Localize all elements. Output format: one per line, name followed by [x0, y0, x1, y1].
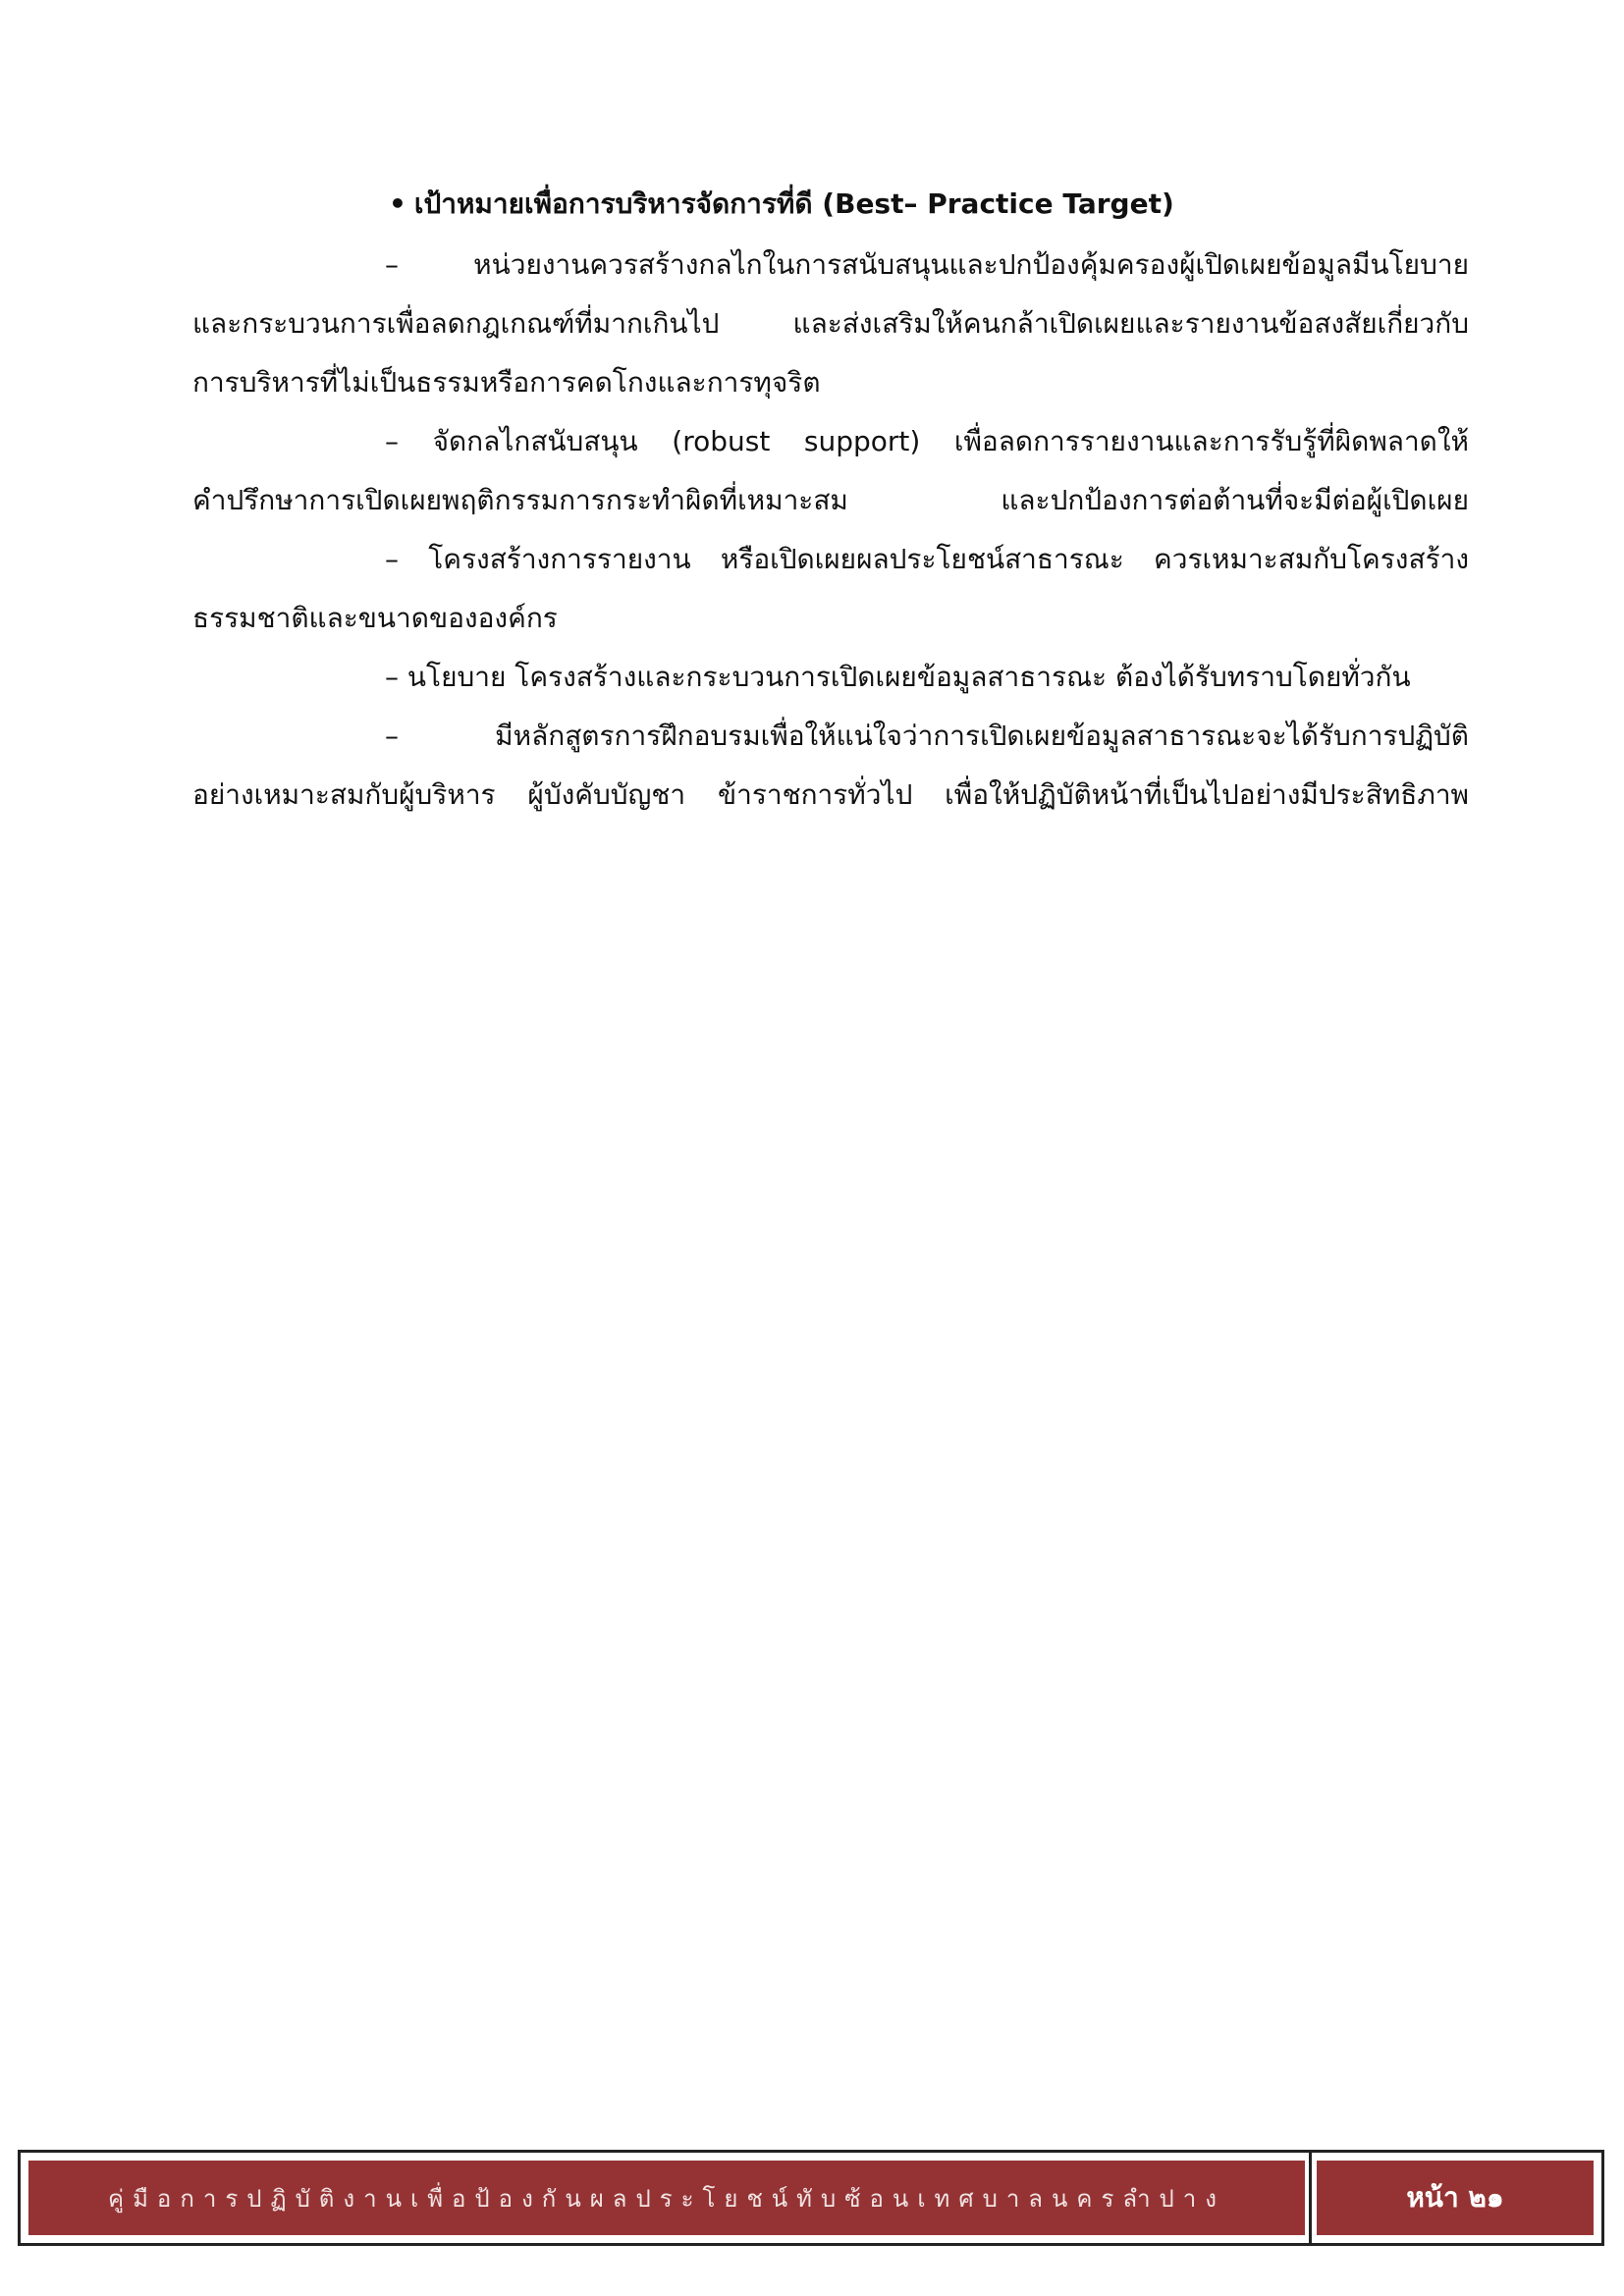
section-heading-text: เป้าหมายเพื่อการบริหารจัดการที่ดี (Best– Practice Target)	[413, 187, 1174, 220]
paragraph-line: – มีหลักสูตรการฝึกอบรมเพื่อให้แน่ใจว่าการเปิดเผยข้อมูลสาธารณะจะได้รับการปฏิบัติ	[385, 720, 1469, 752]
paragraph-line: – หน่วยงานควรสร้างกลไกในการสนับสนุนและปกป้องคุ้มครองผู้เปิดเผยข้อมูลมีนโยบาย	[385, 248, 1469, 281]
page-footer	[18, 2150, 1604, 2246]
paragraph-line: – จัดกลไกสนับสนุน (robust support) เพื่อลดการรายงานและการรับรู้ที่ผิดพลาดให้	[385, 425, 1469, 457]
paragraph-line: – โครงสร้างการรายงาน หรือเปิดเผยผลประโยชน์สาธารณะ ควรเหมาะสมกับโครงสร้าง	[385, 543, 1469, 575]
paragraph-line: การบริหารที่ไม่เป็นธรรมหรือการคดโกงและการทุจริต	[192, 366, 821, 399]
page-number: หน้า ๒๑	[1317, 2161, 1594, 2235]
section-heading	[389, 183, 1174, 226]
footer-title: คู่มือการปฏิบัติงานเพื่อป้องกันผลประโยชน์ทับซ้อนเทศบาลนครลำปาง	[28, 2161, 1305, 2235]
paragraph-line: คำปรึกษาการเปิดเผยพฤติกรรมการกระทำผิดที่เหมาะสม และปกป้องการต่อต้านที่จะมีต่อผู้เปิดเผย	[192, 484, 1469, 516]
paragraph-line: ธรรมชาติและขนาดขององค์กร	[192, 602, 558, 634]
paragraph-line: – นโยบาย โครงสร้างและกระบวนการเปิดเผยข้อมูลสาธารณะ ต้องได้รับทราบโดยทั่วกัน	[385, 661, 1411, 693]
bullet-icon: •	[389, 187, 406, 220]
paragraph-line: อย่างเหมาะสมกับผู้บริหาร ผู้บังคับบัญชา ข้าราชการทั่วไป เพื่อให้ปฏิบัติหน้าที่เป็นไปอย่างมีประสิทธิภาพ	[192, 778, 1469, 811]
paragraph-line: และกระบวนการเพื่อลดกฎเกณฑ์ที่มากเกินไป และส่งเสริมให้คนกล้าเปิดเผยและรายงานข้อสงสัยเกี่ยวกับ	[192, 307, 1469, 340]
footer-divider	[1309, 2153, 1312, 2243]
